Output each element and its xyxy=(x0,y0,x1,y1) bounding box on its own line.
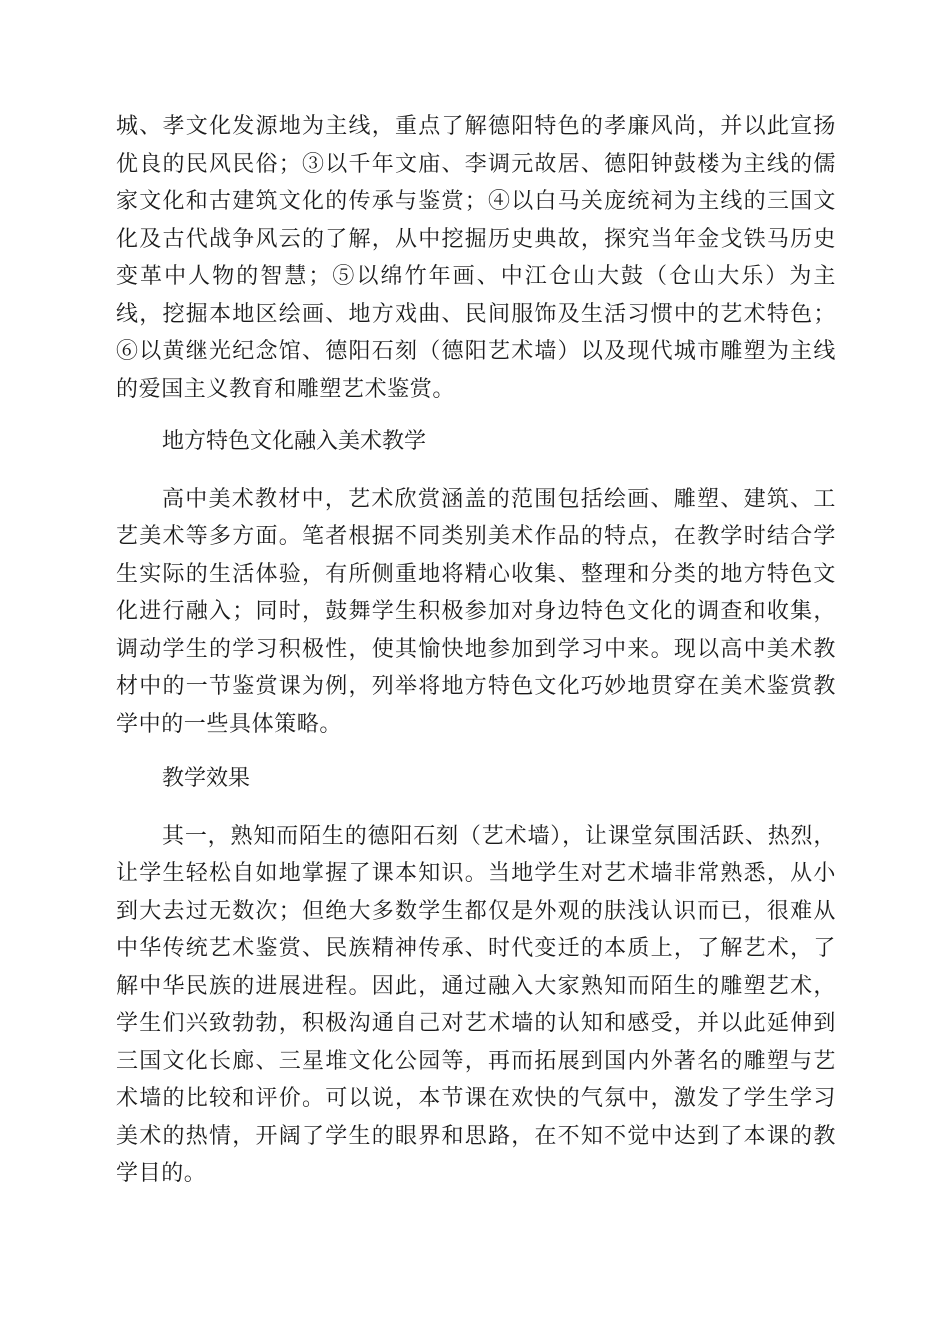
section-heading-local-culture: 地方特色文化融入美术教学 xyxy=(162,429,427,454)
paragraph-continued: 城、孝文化发源地为主线，重点了解德阳特色的孝廉风尚，并以此宣扬优良的民风民俗；③以千年文庙、李调元故居、德阳钟鼓楼为主线的儒家文化和古建筑文化的传承与鉴赏；④以白马关庞统祠为主线的三国文化及古代战争风云的了解，从中挖掘历史典故，探究当年金戈铁马历史变革中人物的智慧；⑤以绵竹年画、中江仓山大鼓（仓山大乐）为主线，挖掘本地区绘画、地方戏曲、民间服饰及生活习惯中的艺术特色；⑥以黄继光纪念馆、德阳石刻（德阳艺术墙）以及现代城市雕塑为主线的爱国主义教育和雕塑艺术鉴赏。 xyxy=(116,114,836,402)
paragraph-effect-one: 其一，熟知而陌生的德阳石刻（艺术墙），让课堂氛围活跃、热烈，让学生轻松自如地掌握了课本知识。当地学生对艺术墙非常熟悉，从小到大去过无数次；但绝大多数学生都仅是外观的肤浅认识而已，很难从中华传统艺术鉴赏、民族精神传承、时代变迁的本质上，了解艺术，了解中华民族的进展进程。因此，通过融入大家熟知而陌生的雕塑艺术，学生们兴致勃勃，积极沟通自己对艺术墙的认知和感受，并以此延伸到三国文化长廊、三星堆文化公园等，再而拓展到国内外著名的雕塑与艺术墙的比较和评价。可以说，本节课在欢快的气氛中，激发了学生学习美术的热情，开阔了学生的眼界和思路，在不知不觉中达到了本课的教学目的。 xyxy=(116,823,836,1186)
section-heading-teaching-effect: 教学效果 xyxy=(162,766,251,791)
paragraph-textbook: 高中美术教材中，艺术欣赏涵盖的范围包括绘画、雕塑、建筑、工艺美术等多方面。笔者根据不同类别美术作品的特点，在教学时结合学生实际的生活体验，有所侧重地将精心收集、整理和分类的地方特色文化进行融入；同时，鼓舞学生积极参加对身边特色文化的调查和收集，调动学生的学习积极性，使其愉快地参加到学习中来。现以高中美术教材中的一节鉴赏课为例，列举将地方特色文化巧妙地贯穿在美术鉴赏教学中的一些具体策略。 xyxy=(116,486,836,737)
document-page xyxy=(116,108,836,1193)
